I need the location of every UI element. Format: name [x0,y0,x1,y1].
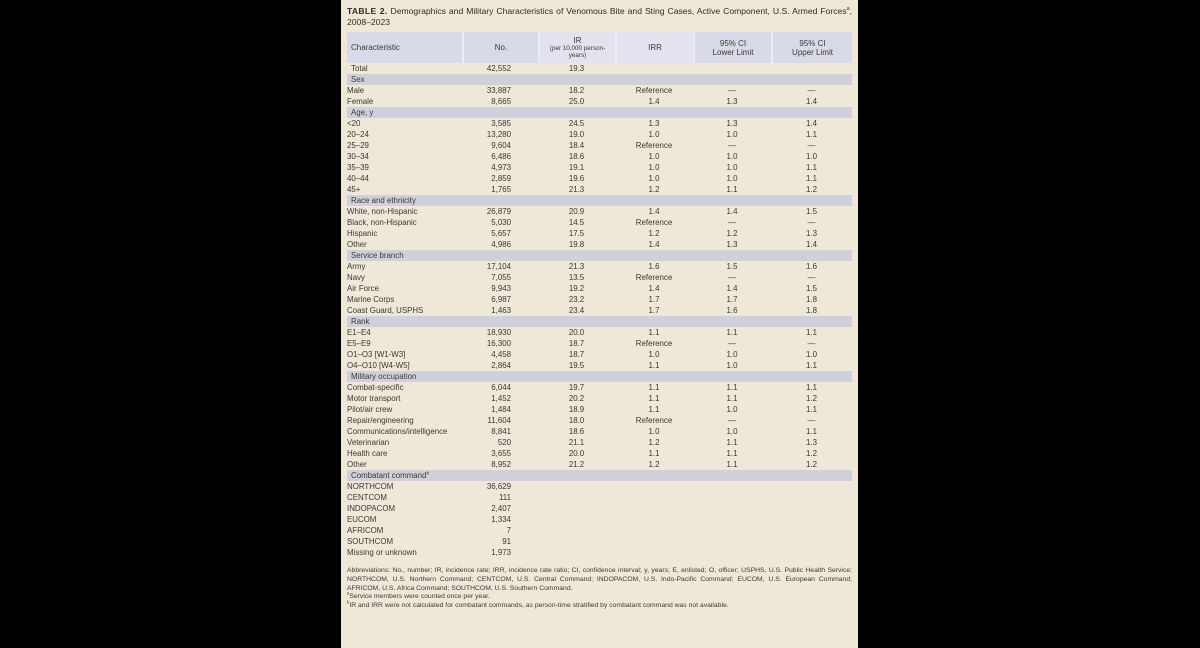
section-row: Sex [347,74,852,85]
data-row: Other 8,952 21.2 1.2 1.1 1.2 [347,460,817,470]
section-row: Rank [347,316,852,327]
footnotes [347,567,852,611]
data-row: NORTHCOM 36,629 [347,482,511,492]
data-row: Marine Corps 6,987 23.2 1.7 1.7 1.8 [347,295,817,305]
data-row: Navy 7,055 13.5 Reference — — [347,273,816,283]
table-title-text: Demographics and Military Characteristics of Venomous Bite and Sting Cases, Active Component, U.S. Armed Forces [387,6,847,16]
data-row: E5–E9 16,300 18.7 Reference — — [347,339,816,349]
table-title-years: , 2008–2023 [347,6,852,27]
footnote-a-text: Service members were counted once per year. [349,593,490,601]
section-row: Age, y [347,107,852,118]
footnote-a-marker: a [347,591,350,597]
data-row: O1–O3 [W1-W3] 4,458 18.7 1.0 1.0 1.0 [347,350,817,360]
data-row: Black, non-Hispanic 5,030 14.5 Reference — — [347,218,816,228]
data-row: Repair/engineering 11,604 18.0 Reference — — [347,416,816,426]
data-row: 25–29 9,604 18.4 Reference — — [347,141,816,151]
data-row: 35–39 4,973 19.1 1.0 1.0 1.1 [347,163,817,173]
column-header-no: No. [462,32,538,63]
report-page [341,0,858,648]
title-footnote-marker: a [846,6,850,13]
data-row: Veterinarian 520 21.1 1.2 1.1 1.3 [347,438,817,448]
data-row: Pilot/air crew 1,484 18.9 1.1 1.0 1.1 [347,405,817,415]
data-row: Total 42,552 19.3 [351,64,585,74]
data-row: Coast Guard, USPHS 1,463 23.4 1.7 1.6 1.8 [347,306,817,316]
section-row: Combatant command$^b$ [347,470,852,481]
data-row: White, non-Hispanic 26,879 20.9 1.4 1.4 1.5 [347,207,817,217]
footnote-b-marker: b [347,599,350,605]
data-row: 40–44 2,859 19.6 1.0 1.0 1.1 [347,174,817,184]
data-row: Male 33,887 18.2 Reference — — [347,86,816,96]
data-row: INDOPACOM 2,407 [347,504,511,514]
data-row: Air Force 9,943 19.2 1.4 1.4 1.5 [347,284,817,294]
table-number-label: TABLE 2. [347,6,388,16]
section-row: Service branch [347,250,852,261]
data-row: Motor transport 1,452 20.2 1.1 1.1 1.2 [347,394,817,404]
data-row: Hispanic 5,657 17.5 1.2 1.2 1.3 [347,229,817,239]
abbreviations-note: Abbreviations: No., number; IR, incidence rate; IRR, incidence rate ratio; CI, confidence interval; y, years; E, enlisted; O, officer; USPHS, U.S. Public Health Service; NORTHCOM, U.S. Northern Command; CENTCOM, U.S. Central Command; INDOPACOM, U.S. Indo-Pacific Command; EUCOM, U.S. European Command; AFRICOM, U.S. Africa Command; SOUTHCOM, U.S. Southern Command. [347,567,852,592]
demographics-table [347,32,852,558]
column-header-ir: IR (per 10,000 person-years) [538,32,615,63]
section-row: Military occupation [347,371,852,382]
data-row: Health care 3,655 20.0 1.1 1.1 1.2 [347,449,817,459]
data-row: E1–E4 18,930 20.0 1.1 1.1 1.1 [347,328,817,338]
data-row: 30–34 6,486 18.6 1.0 1.0 1.0 [347,152,817,162]
column-header-ci-upper: 95% CI Upper Limit [771,32,852,63]
data-row: CENTCOM 111 [347,493,511,503]
data-row: O4–O10 [W4-W5] 2,864 19.5 1.1 1.0 1.1 [347,361,817,371]
data-row: Combat-specific 6,044 19.7 1.1 1.1 1.1 [347,383,817,393]
data-row: EUCOM 1,334 [347,515,511,525]
column-header-irr: IRR [615,32,693,63]
data-row: 45+ 1,765 21.3 1.2 1.1 1.2 [347,185,817,195]
data-row: Female 8,665 25.0 1.4 1.3 1.4 [347,97,817,107]
data-row: Army 17,104 21.3 1.6 1.5 1.6 [347,262,817,272]
table-title [347,6,852,27]
column-header-characteristic: Characteristic [347,32,462,63]
data-row: <20 3,585 24.5 1.3 1.3 1.4 [347,119,817,129]
footnote-a [347,593,852,602]
section-row: Race and ethnicity [347,195,852,206]
header-row [347,32,852,63]
data-row: 20–24 13,280 19.0 1.0 1.0 1.1 [347,130,817,140]
footnote-b [347,599,852,611]
data-row: SOUTHCOM 91 [347,537,511,547]
data-row: AFRICOM 7 [347,526,511,536]
column-header-ci-lower: 95% CI Lower Limit [693,32,771,63]
data-row: Missing or unknown 1,973 [347,548,511,558]
data-row: Other 4,986 19.8 1.4 1.3 1.4 [347,240,817,250]
footnote-b-text: IR and IRR were not calculated for combatant commands, as person-time stratified by combatant command was not available. [349,602,729,609]
data-row: Communications/intelligence 8,841 18.6 1.0 1.0 1.1 [347,427,817,437]
